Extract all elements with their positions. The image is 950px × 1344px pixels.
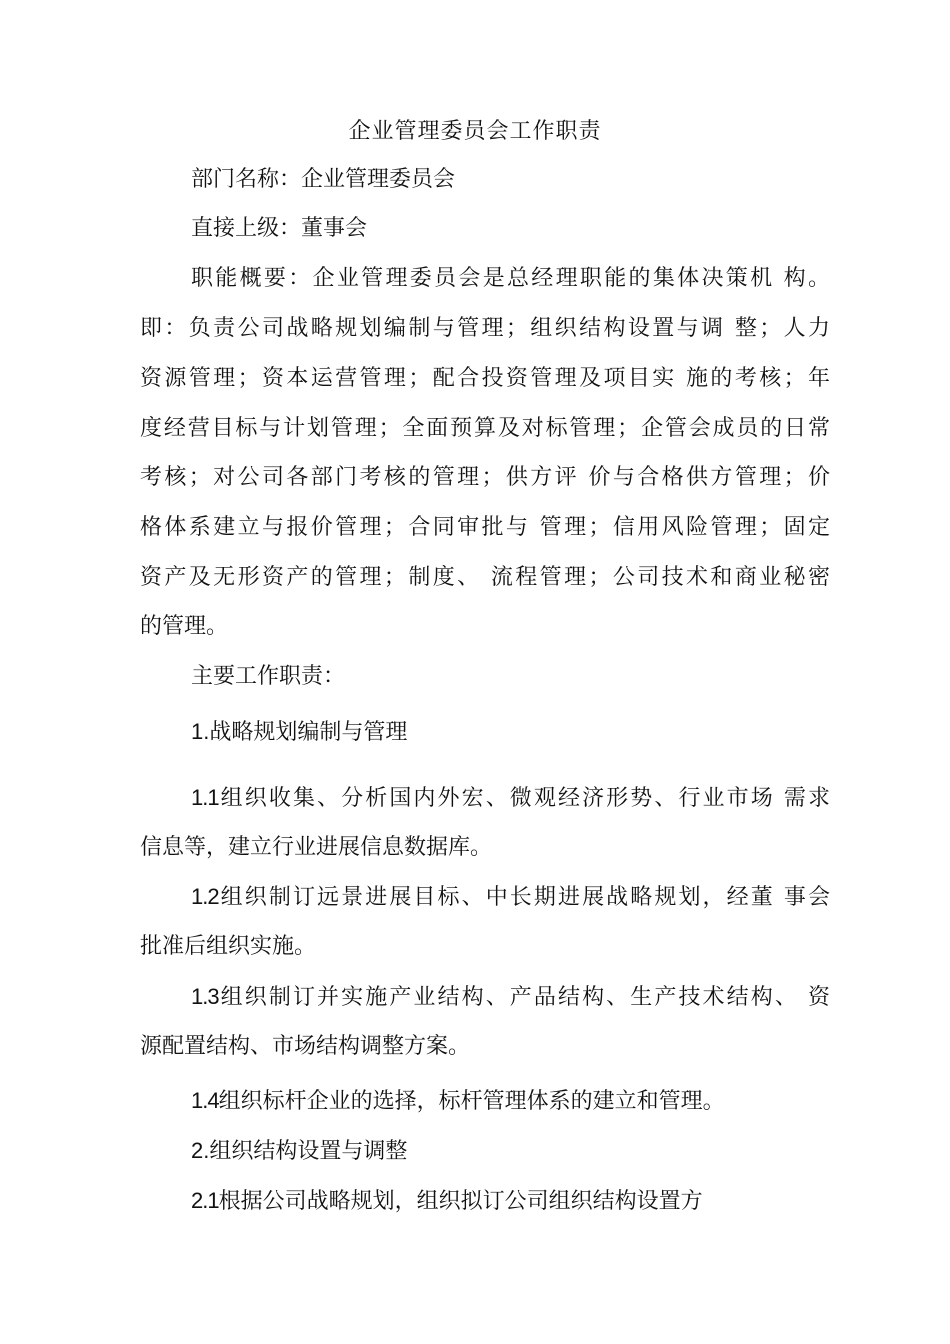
overview-line-8: 的管理。 bbox=[140, 614, 229, 639]
overview-line-2: 即：负责公司战略规划编制与管理；组织结构设置与调 整；人力 bbox=[140, 316, 830, 341]
superior-line: 直接上级：董事会 bbox=[191, 216, 368, 241]
item-1-4-text-1: 组织标杆企业的选择，标杆管理体系的建立和管理。 bbox=[218, 1089, 725, 1114]
item-1-3-line-2: 源配置结构、市场结构调整方案。 bbox=[140, 1034, 471, 1059]
main-duties-heading: 主要工作职责： bbox=[191, 664, 346, 689]
item-1-2-text-1: 组织制订远景进展目标、中长期进展战略规划，经董 事会 bbox=[218, 885, 830, 910]
item-2-1-line-1 bbox=[191, 1184, 830, 1219]
item-1-3-line-1 bbox=[191, 980, 830, 1015]
overview-line-5: 考核；对公司各部门考核的管理；供方评 价与合格供方管理；价 bbox=[140, 465, 830, 490]
overview-line-7: 资产及无形资产的管理；制度、 流程管理；公司技术和商业秘密 bbox=[140, 565, 830, 590]
section-1-number: 1. bbox=[191, 719, 210, 744]
document-title: 企业管理委员会工作职责 bbox=[348, 119, 602, 144]
overview-line-3: 资源管理；资本运营管理；配合投资管理及项目实 施的考核；年 bbox=[140, 366, 830, 391]
item-1-4-number: 1.4 bbox=[191, 1088, 219, 1113]
item-1-1-number: 1.1 bbox=[191, 785, 219, 810]
overview-line-1: 职能概要：企业管理委员会是总经理职能的集体决策机 构。 bbox=[191, 266, 830, 291]
section-2-number: 2. bbox=[191, 1138, 210, 1163]
item-1-2-number: 1.2 bbox=[191, 884, 219, 909]
dept-name-line: 部门名称：企业管理委员会 bbox=[191, 167, 456, 192]
section-2-title: 组织结构设置与调整 bbox=[209, 1139, 408, 1164]
item-1-3-number: 1.3 bbox=[191, 984, 219, 1009]
item-1-4-line-1 bbox=[191, 1084, 830, 1119]
item-2-1-text-1: 根据公司战略规划，组织拟订公司组织结构设置方 bbox=[218, 1189, 703, 1214]
item-1-2-line-1 bbox=[191, 880, 830, 915]
section-2-heading bbox=[191, 1134, 407, 1169]
section-1-heading bbox=[191, 715, 407, 750]
item-1-2-line-2: 批准后组织实施。 bbox=[140, 934, 317, 959]
overview-line-6: 格体系建立与报价管理；合同审批与 管理；信用风险管理；固定 bbox=[140, 515, 830, 540]
item-2-1-number: 2.1 bbox=[191, 1188, 219, 1213]
item-1-1-text-1: 组织收集、分析国内外宏、微观经济形势、行业市场 需求 bbox=[218, 786, 830, 811]
overview-line-4: 度经营目标与计划管理；全面预算及对标管理；企管会成员的日常 bbox=[140, 416, 830, 441]
item-1-3-text-1: 组织制订并实施产业结构、产品结构、生产技术结构、 资 bbox=[218, 985, 830, 1010]
item-1-1-line-1 bbox=[191, 781, 830, 816]
item-1-1-line-2: 信息等，建立行业进展信息数据库。 bbox=[140, 835, 493, 860]
section-1-title: 战略规划编制与管理 bbox=[209, 720, 408, 745]
